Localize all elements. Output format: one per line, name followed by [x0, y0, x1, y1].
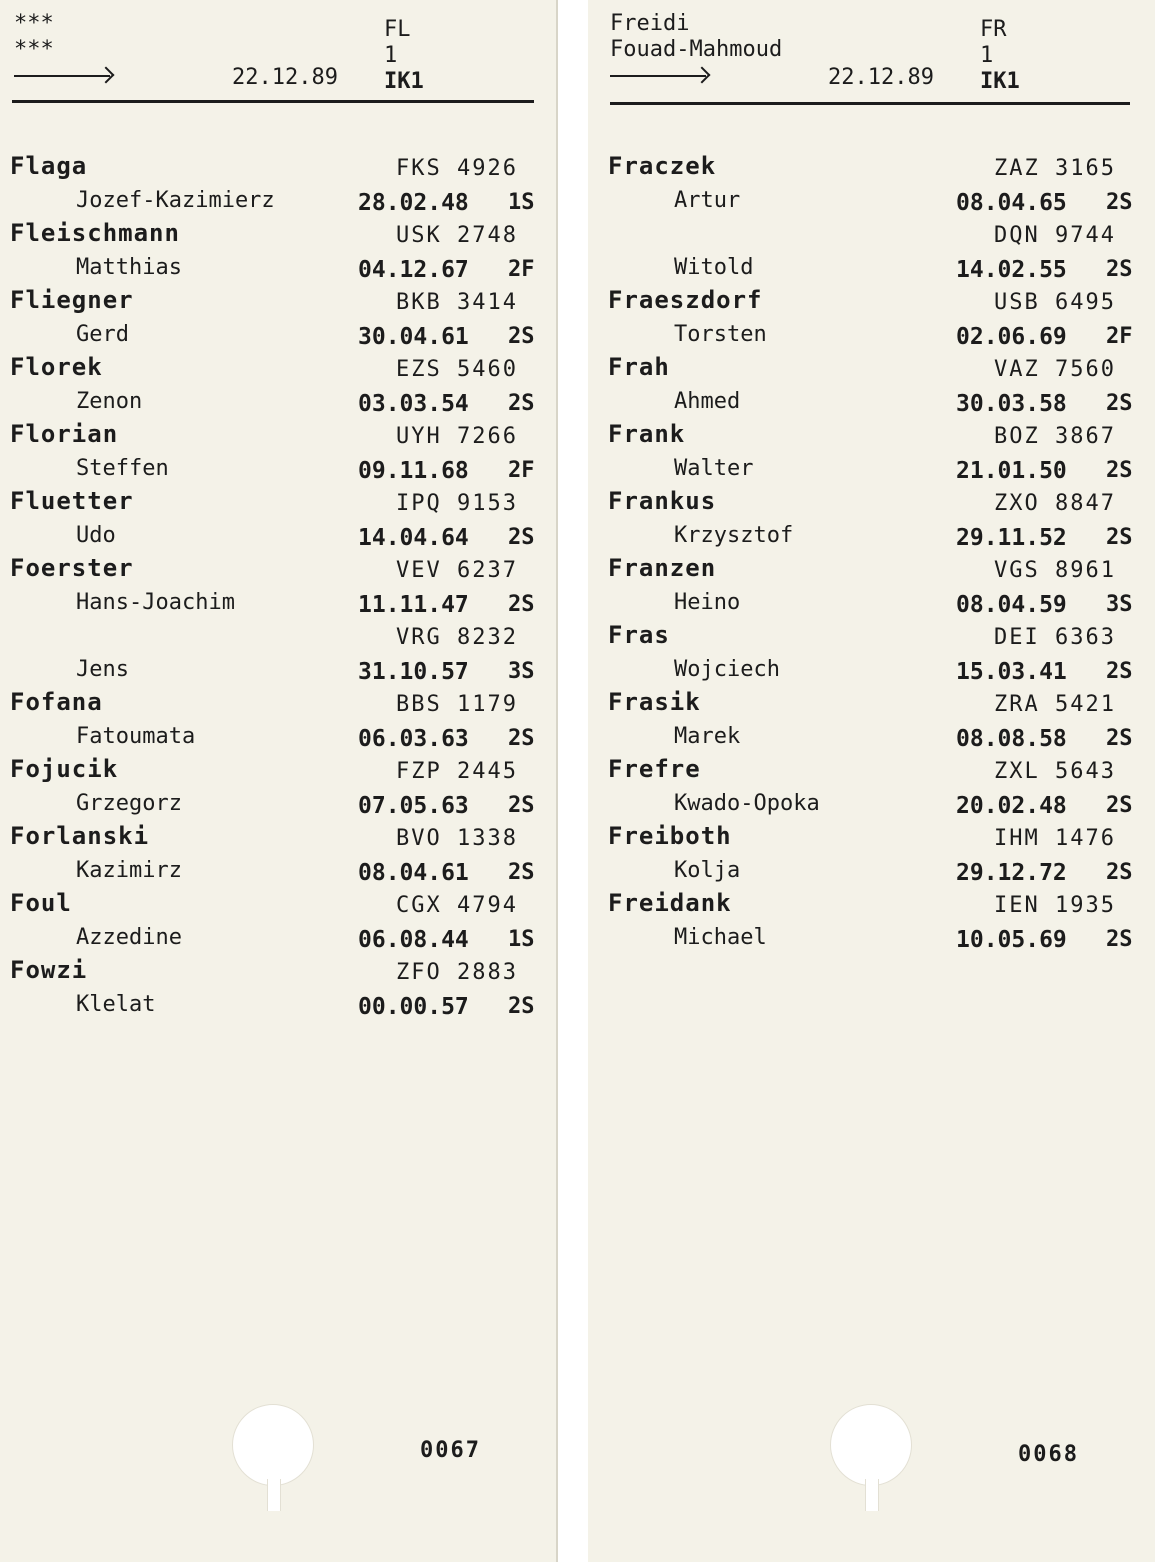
header-line2: Fouad-Mahmoud [610, 37, 783, 62]
entry-code: IPQ 9153 [396, 491, 518, 516]
entry-class: 2F [508, 458, 535, 483]
entry-birthdate: 29.11.52 [956, 525, 1067, 551]
entry-code: VEV 6237 [396, 558, 518, 583]
card-number: 0068 [1018, 1442, 1079, 1467]
entry-surname: Freiboth [608, 822, 732, 850]
entry-birthdate: 04.12.67 [358, 257, 469, 283]
entry-given-name: Kazimirz [76, 858, 182, 883]
entry-surname: Foerster [10, 554, 134, 582]
entry-code: FKS 4926 [396, 156, 518, 181]
entry-code: USK 2748 [396, 223, 518, 248]
entry-class: 2S [508, 994, 535, 1019]
entry-code: DQN 9744 [994, 223, 1116, 248]
entry-code: ZFO 2883 [396, 960, 518, 985]
entry-surname: Frefre [608, 755, 701, 783]
entry-given-name: Jens [76, 657, 129, 682]
header-number: 1 [980, 43, 994, 68]
entry-given-name: Wojciech [674, 657, 780, 682]
entry-class: 2S [1106, 659, 1133, 684]
entry-class: 2S [508, 592, 535, 617]
entry-given-name: Ahmed [674, 389, 741, 414]
entry-birthdate: 00.00.57 [358, 994, 469, 1020]
punch-hole [232, 1404, 314, 1486]
entry-birthdate: 29.12.72 [956, 860, 1067, 886]
entry-code: USB 6495 [994, 290, 1116, 315]
entry-given-name: Hans-Joachim [76, 590, 235, 615]
entry-given-name: Krzysztof [674, 523, 794, 548]
entry-given-name: Torsten [674, 322, 767, 347]
header-rule [12, 100, 534, 103]
entry-surname: Franzen [608, 554, 717, 582]
entry-birthdate: 14.04.64 [358, 525, 469, 551]
entry-surname: Frankus [608, 487, 717, 515]
entry-birthdate: 28.02.48 [358, 190, 469, 216]
entry-surname: Fojucik [10, 755, 119, 783]
entry-class: 2S [508, 793, 535, 818]
entry-code: EZS 5460 [396, 357, 518, 382]
header-code: FR [980, 17, 1007, 42]
entry-code: IEN 1935 [994, 893, 1116, 918]
entry-given-name: Heino [674, 590, 741, 615]
entry-class: 1S [508, 190, 535, 215]
index-card-right [588, 0, 1155, 1562]
entry-class: 2S [508, 860, 535, 885]
entry-class: 2S [1106, 190, 1133, 215]
entry-birthdate: 08.04.65 [956, 190, 1067, 216]
entry-code: ZXO 8847 [994, 491, 1116, 516]
entry-surname: Fraeszdorf [608, 286, 763, 314]
entry-class: 2S [1106, 391, 1133, 416]
card-number: 0067 [420, 1438, 481, 1463]
header-line1: Freidi [610, 11, 690, 36]
header-date: 22.12.89 [232, 65, 338, 90]
entry-class: 3S [1106, 592, 1133, 617]
entry-birthdate: 08.04.61 [358, 860, 469, 886]
entry-surname: Fowzi [10, 956, 88, 984]
entry-birthdate: 14.02.55 [956, 257, 1067, 283]
entry-class: 2F [508, 257, 535, 282]
entry-code: ZXL 5643 [994, 759, 1116, 784]
entry-surname: Florek [10, 353, 103, 381]
entry-birthdate: 10.05.69 [956, 927, 1067, 953]
entry-surname: Fluetter [10, 487, 134, 515]
entry-given-name: Grzegorz [76, 791, 182, 816]
entry-given-name: Kolja [674, 858, 741, 883]
header-code: FL [384, 17, 411, 42]
entry-surname: Fras [608, 621, 670, 649]
entry-birthdate: 20.02.48 [956, 793, 1067, 819]
entry-surname: Freidank [608, 889, 732, 917]
index-card-left [0, 0, 558, 1562]
entry-birthdate: 09.11.68 [358, 458, 469, 484]
entry-surname: Fliegner [10, 286, 134, 314]
entry-surname: Foul [10, 889, 72, 917]
entry-birthdate: 02.06.69 [956, 324, 1067, 350]
entry-surname: Fofana [10, 688, 103, 716]
entry-birthdate: 08.04.59 [956, 592, 1067, 618]
entry-class: 2S [508, 391, 535, 416]
entry-given-name: Marek [674, 724, 741, 749]
entry-class: 2S [508, 726, 535, 751]
entry-class: 2S [1106, 458, 1133, 483]
entry-class: 2S [1106, 257, 1133, 282]
header-line1: *** [14, 11, 54, 36]
entry-code: UYH 7266 [396, 424, 518, 449]
entry-given-name: Artur [674, 188, 741, 213]
entry-class: 3S [508, 659, 535, 684]
entry-given-name: Jozef-Kazimierz [76, 188, 275, 213]
entry-surname: Florian [10, 420, 119, 448]
entry-surname: Flaga [10, 152, 88, 180]
entry-given-name: Kwado-Opoka [674, 791, 820, 816]
entry-birthdate: 08.08.58 [956, 726, 1067, 752]
entry-class: 2S [508, 324, 535, 349]
entry-surname: Fleischmann [10, 219, 180, 247]
header-rule [610, 102, 1130, 105]
entry-birthdate: 07.05.63 [358, 793, 469, 819]
entry-code: FZP 2445 [396, 759, 518, 784]
arrow-icon [14, 75, 110, 77]
header-office: IK1 [980, 69, 1020, 94]
entry-surname: Frasik [608, 688, 701, 716]
entry-given-name: Steffen [76, 456, 169, 481]
header-number: 1 [384, 43, 398, 68]
entry-birthdate: 06.08.44 [358, 927, 469, 953]
entry-birthdate: 06.03.63 [358, 726, 469, 752]
entry-given-name: Michael [674, 925, 767, 950]
entry-surname: Frah [608, 353, 670, 381]
entry-class: 2F [1106, 324, 1133, 349]
entry-code: BKB 3414 [396, 290, 518, 315]
entry-birthdate: 31.10.57 [358, 659, 469, 685]
entry-class: 2S [1106, 927, 1133, 952]
entry-code: BVO 1338 [396, 826, 518, 851]
entry-code: CGX 4794 [396, 893, 518, 918]
entry-given-name: Walter [674, 456, 754, 481]
entry-given-name: Azzedine [76, 925, 182, 950]
entry-given-name: Gerd [76, 322, 129, 347]
entry-surname: Fraczek [608, 152, 717, 180]
entry-code: ZRA 5421 [994, 692, 1116, 717]
entry-class: 2S [1106, 860, 1133, 885]
entry-given-name: Zenon [76, 389, 143, 414]
entry-code: VGS 8961 [994, 558, 1116, 583]
header-office: IK1 [384, 69, 424, 94]
header-date: 22.12.89 [828, 65, 934, 90]
entry-code: BOZ 3867 [994, 424, 1116, 449]
entry-code: IHM 1476 [994, 826, 1116, 851]
entry-code: ZAZ 3165 [994, 156, 1116, 181]
entry-given-name: Fatoumata [76, 724, 196, 749]
punch-hole [830, 1404, 912, 1486]
entry-birthdate: 30.04.61 [358, 324, 469, 350]
entry-birthdate: 15.03.41 [956, 659, 1067, 685]
entry-surname: Frank [608, 420, 686, 448]
entry-class: 1S [508, 927, 535, 952]
entry-class: 2S [1106, 525, 1133, 550]
entry-class: 2S [508, 525, 535, 550]
entry-class: 2S [1106, 726, 1133, 751]
entry-code: VRG 8232 [396, 625, 518, 650]
entry-given-name: Matthias [76, 255, 182, 280]
header-line2: *** [14, 37, 54, 62]
entry-birthdate: 30.03.58 [956, 391, 1067, 417]
entry-class: 2S [1106, 793, 1133, 818]
entry-given-name: Udo [76, 523, 116, 548]
arrow-icon [610, 75, 706, 77]
entry-birthdate: 03.03.54 [358, 391, 469, 417]
entry-birthdate: 11.11.47 [358, 592, 469, 618]
entry-given-name: Klelat [76, 992, 156, 1017]
entry-code: BBS 1179 [396, 692, 518, 717]
entry-surname: Forlanski [10, 822, 150, 850]
entry-code: VAZ 7560 [994, 357, 1116, 382]
entry-given-name: Witold [674, 255, 754, 280]
entry-birthdate: 21.01.50 [956, 458, 1067, 484]
entry-code: DEI 6363 [994, 625, 1116, 650]
